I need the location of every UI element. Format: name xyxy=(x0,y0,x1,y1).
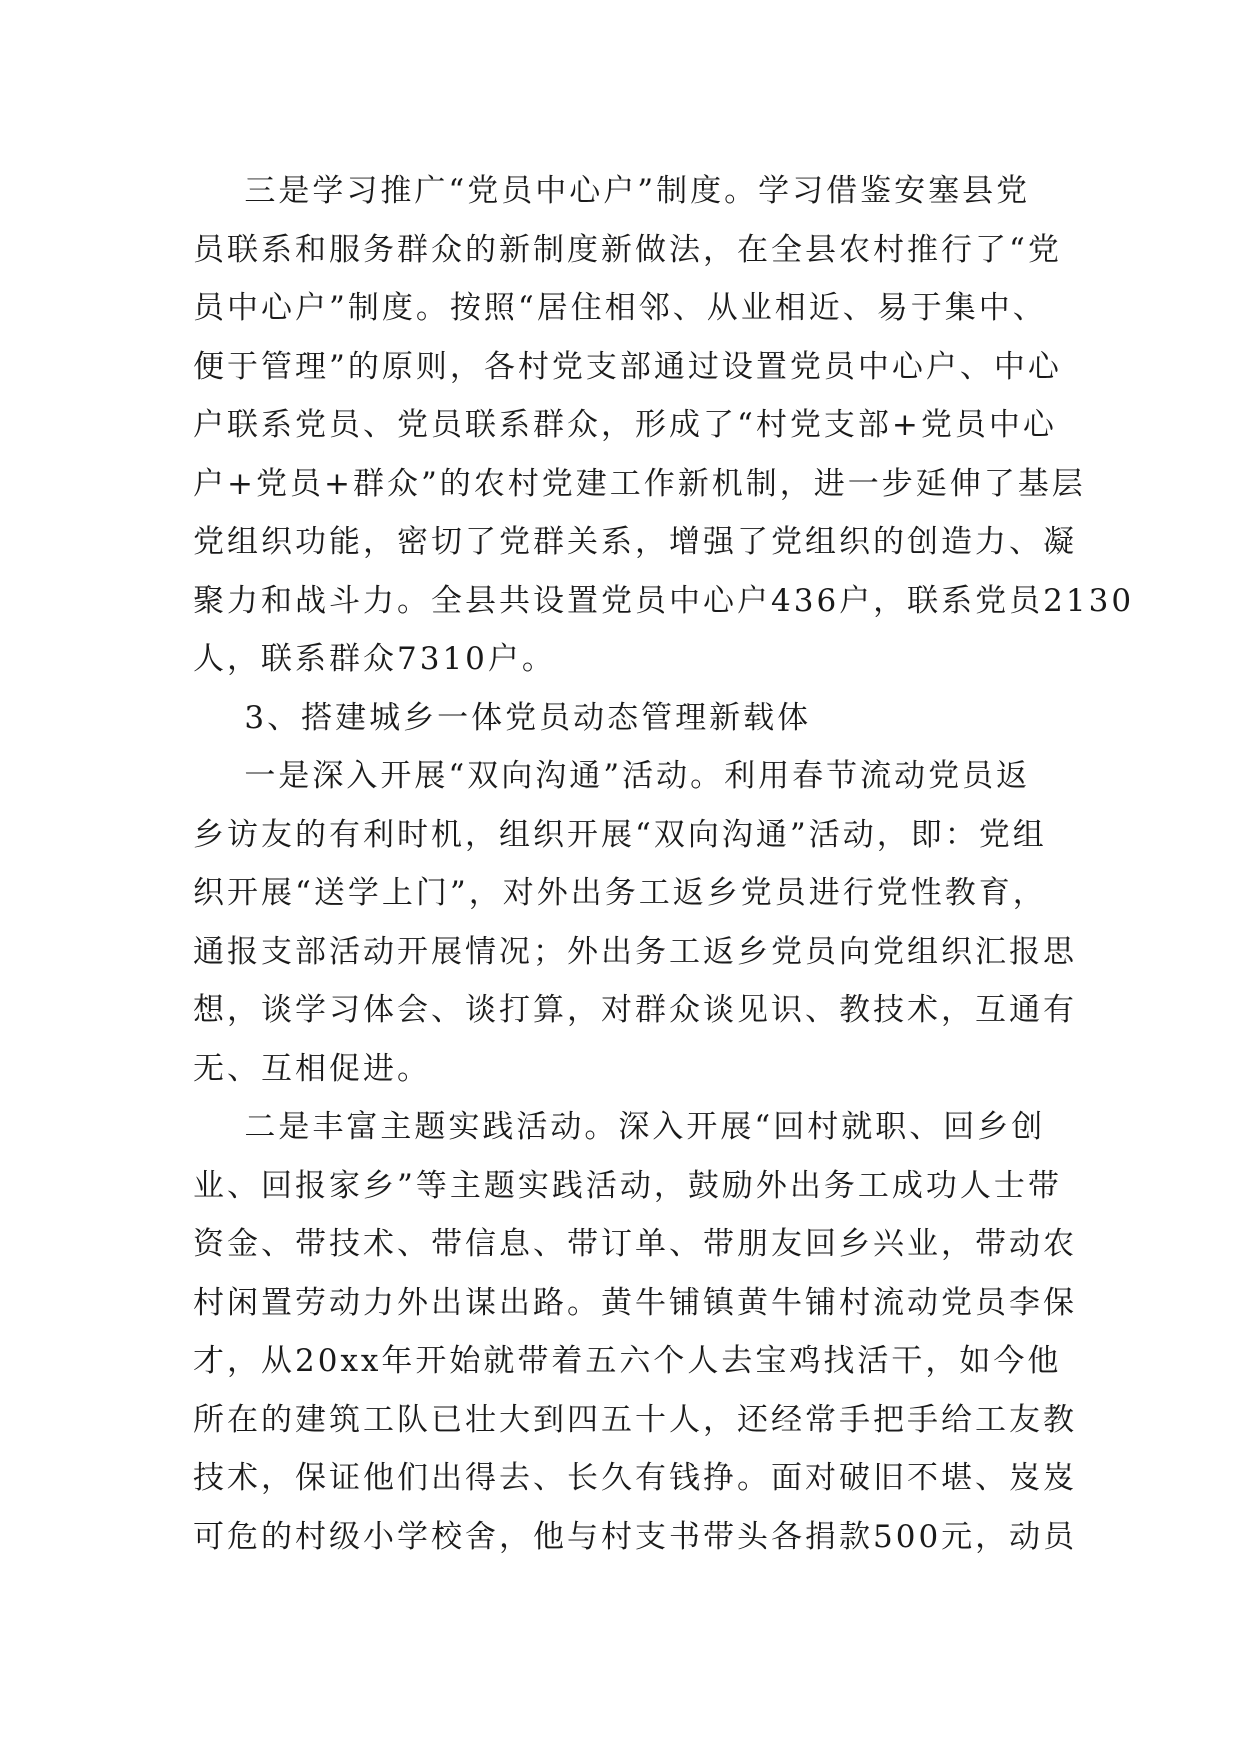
text-line: 人，联系群众7310户。 xyxy=(193,641,556,677)
text-line: 户联系党员、党员联系群众，形成了“村党支部+党员中心 xyxy=(193,407,1057,443)
text-line: 党组织功能，密切了党群关系，增强了党组织的创造力、凝 xyxy=(193,524,1077,560)
text-line: 技术，保证他们出得去、长久有钱挣。面对破旧不堪、岌岌 xyxy=(193,1460,1077,1496)
text-line: 所在的建筑工队已壮大到四五十人，还经常手把手给工友教 xyxy=(193,1401,1077,1438)
body-text xyxy=(193,162,1135,1566)
text-line: 一是深入开展“双向沟通”活动。利用春节流动党员返 xyxy=(193,758,1031,794)
text-line: 村闲置劳动力外出谋出路。黄牛铺镇黄牛铺村流动党员李保 xyxy=(193,1284,1077,1321)
text-line: 可危的村级小学校舍，他与村支书带头各捐款500元，动员 xyxy=(193,1518,1078,1555)
section-heading: 3、搭建城乡一体党员动态管理新载体 xyxy=(193,699,812,736)
text-line: 员联系和服务群众的新制度新做法，在全县农村推行了“党 xyxy=(193,231,1062,268)
text-line: 乡访友的有利时机，组织开展“双向沟通”活动，即：党组 xyxy=(193,816,1047,853)
text-line: 织开展“送学上门”，对外出务工返乡党员进行党性教育， xyxy=(193,875,1047,911)
text-line: 户+党员+群众”的农村党建工作新机制，进一步延伸了基层 xyxy=(193,465,1086,502)
text-line: 才，从20xx年开始就带着五六个人去宝鸡找活干，如今他 xyxy=(193,1343,1062,1379)
text-line: 业、回报家乡”等主题实践活动，鼓励外出务工成功人士带 xyxy=(193,1167,1062,1204)
text-line: 便于管理”的原则，各村党支部通过设置党员中心户、中心 xyxy=(193,348,1062,385)
text-line: 三是学习推广“党员中心户”制度。学习借鉴安塞县党 xyxy=(193,173,1031,209)
text-line: 资金、带技术、带信息、带订单、带朋友回乡兴业，带动农 xyxy=(193,1226,1077,1262)
text-line: 通报支部活动开展情况；外出务工返乡党员向党组织汇报思 xyxy=(193,933,1077,970)
text-line: 想，谈学习体会、谈打算，对群众谈见识、教技术，互通有 xyxy=(193,992,1077,1028)
text-line: 员中心户”制度。按照“居住相邻、从业相近、易于集中、 xyxy=(193,290,1047,326)
text-line: 聚力和战斗力。全县共设置党员中心户436户，联系党员2130 xyxy=(193,582,1135,619)
text-line: 二是丰富主题实践活动。深入开展“回村就职、回乡创 xyxy=(193,1109,1046,1145)
text-line: 无、互相促进。 xyxy=(193,1050,431,1087)
